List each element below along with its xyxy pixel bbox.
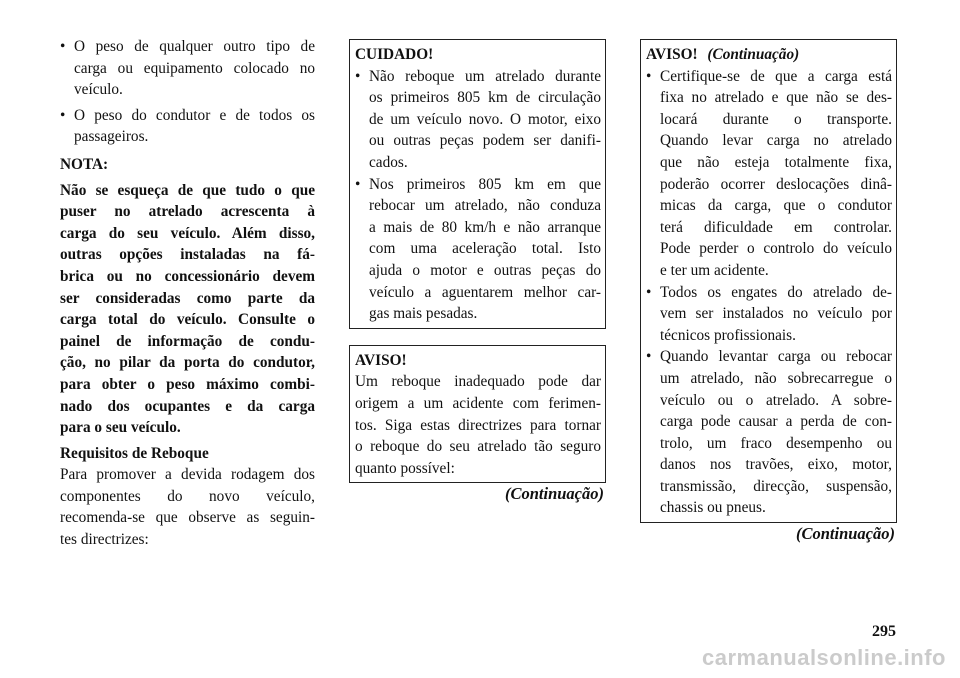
text-line: Pode perder o controlo do veículo bbox=[660, 240, 892, 258]
text-line: carga total do veículo. Consulte o bbox=[60, 311, 315, 329]
text-line: técnicos profissionais. bbox=[660, 326, 796, 344]
text-line: que não esteja totalmente fixa, bbox=[660, 153, 892, 171]
text-line: • O peso de qualquer outro tipo de bbox=[74, 38, 315, 55]
bullet-other-cargo bbox=[60, 36, 315, 101]
text-line: o reboque do seu atrelado tão seguro bbox=[355, 438, 601, 456]
text-line: recomenda-se que observe as seguin- bbox=[60, 509, 315, 527]
column-2 bbox=[349, 39, 606, 505]
text-line: origem a um acidente com ferimen- bbox=[355, 394, 601, 412]
text-line: um atrelado, não sobrecarregue o bbox=[660, 369, 892, 387]
text-line: danos nos travões, eixo, motor, bbox=[660, 456, 892, 474]
section-body bbox=[60, 464, 315, 550]
caution-box bbox=[349, 39, 606, 329]
column-3 bbox=[640, 39, 897, 545]
text-line: Não se esqueça de que tudo o que bbox=[60, 181, 315, 199]
text-line: painel de informação de condu- bbox=[60, 332, 315, 350]
text-line: brica ou no concessionário devem bbox=[60, 267, 315, 285]
text-line: tes directrizes: bbox=[60, 531, 149, 549]
text-line: carga ou equipamento colocado no bbox=[74, 59, 315, 77]
text-line: micas da carga, que o condutor bbox=[660, 197, 892, 215]
continued-label: (Continuação) bbox=[504, 484, 604, 504]
text-line: para o seu veículo. bbox=[60, 419, 181, 437]
text-line: • Todos os engates do atrelado de- bbox=[660, 283, 892, 301]
text-line: ou outras peças podem ser danifi- bbox=[369, 132, 601, 150]
text-line: quanto possível: bbox=[355, 459, 455, 477]
text-line: com uma aceleração total. Isto bbox=[369, 240, 601, 258]
text-line: passageiros. bbox=[74, 128, 149, 146]
note-text bbox=[60, 180, 315, 439]
text-line: • Quando levantar carga ou rebocar bbox=[660, 348, 892, 366]
text-line: transmissão, direcção, suspensão, bbox=[660, 477, 892, 495]
text-line: locará durante o transporte. bbox=[660, 110, 892, 128]
text-line: rebocar um atrelado, não conduza bbox=[369, 197, 601, 215]
text-line: fixa no atrelado e que não se des- bbox=[660, 89, 892, 107]
text-line: carga pode causar a perda de con- bbox=[660, 413, 892, 431]
text-line: • Certifique-se de que a carga está bbox=[660, 67, 892, 85]
warning-bullet-1 bbox=[646, 66, 892, 282]
text-line: ser consideradas como parte da bbox=[60, 289, 315, 307]
text-line: veículo a aguentarem melhor car- bbox=[369, 283, 601, 301]
warning-title-row bbox=[646, 44, 892, 66]
text-line: a mais de 80 km/h e não arranque bbox=[369, 218, 601, 236]
note-label: NOTA: bbox=[60, 155, 109, 173]
text-line: • O peso do condutor e de todos os bbox=[74, 106, 315, 124]
text-line: poderão ocorrer deslocações dinâ- bbox=[660, 175, 892, 193]
text-line: Quando levar carga no atrelado bbox=[660, 132, 892, 150]
column-1 bbox=[60, 36, 315, 551]
text-line: os primeiros 805 km de circulação bbox=[369, 89, 601, 107]
warning-body bbox=[355, 371, 601, 479]
text-line: tos. Siga estas directrizes para tornar bbox=[355, 416, 601, 434]
text-line: veículo. bbox=[74, 81, 123, 99]
text-line: chassis ou pneus. bbox=[660, 499, 766, 517]
warning-title: AVISO! bbox=[646, 46, 698, 63]
text-line: Para promover a devida rodagem dos bbox=[60, 466, 315, 484]
text-line: puser no atrelado acrescenta à bbox=[60, 203, 315, 221]
text-line: componentes do novo veículo, bbox=[60, 487, 315, 505]
text-line: • Nos primeiros 805 km em que bbox=[369, 175, 601, 193]
text-line: • Não reboque um atrelado durante bbox=[369, 67, 601, 85]
text-line: veículo ou o atrelado. A sobre- bbox=[660, 391, 892, 409]
text-line: de um veículo novo. O motor, eixo bbox=[369, 110, 601, 128]
text-line: cados. bbox=[369, 153, 408, 171]
caution-bullet-2 bbox=[355, 174, 601, 325]
caution-bullet-1 bbox=[355, 66, 601, 174]
bullet-driver-weight bbox=[60, 105, 315, 148]
watermark: carmanualsonline.info bbox=[702, 645, 946, 670]
text-line: para obter o peso máximo combi- bbox=[60, 375, 315, 393]
page-number: 295 bbox=[872, 623, 896, 640]
text-line: terá dificuldade em controlar. bbox=[660, 218, 892, 236]
continued-label: (Continuação) bbox=[795, 524, 895, 544]
warning-box bbox=[349, 345, 606, 484]
text-line: nado dos ocupantes e da carga bbox=[60, 397, 315, 415]
warning-continued-box bbox=[640, 39, 897, 523]
warning-bullet-3 bbox=[646, 346, 892, 519]
text-line: carga do seu veículo. Além disso, bbox=[60, 224, 315, 242]
text-line: Um reboque inadequado pode dar bbox=[355, 373, 601, 391]
text-line: trolo, um fraco desempenho ou bbox=[660, 434, 892, 452]
text-line: ção, no pilar da porta do condutor, bbox=[60, 354, 315, 372]
warning-bullet-2 bbox=[646, 282, 892, 347]
caution-title: CUIDADO! bbox=[355, 46, 434, 63]
text-line: gas mais pesadas. bbox=[369, 305, 478, 323]
warning-title: AVISO! bbox=[355, 351, 407, 369]
text-line: ajuda o motor e outras peças do bbox=[369, 261, 601, 279]
text-line: vem ser instalados no veículo por bbox=[660, 305, 892, 323]
warning-title-suffix: (Continuação) bbox=[707, 46, 800, 63]
text-line: e ter um acidente. bbox=[660, 261, 769, 279]
section-title: Requisitos de Reboque bbox=[60, 444, 209, 462]
text-line: outras opções instaladas na fá- bbox=[60, 246, 315, 264]
